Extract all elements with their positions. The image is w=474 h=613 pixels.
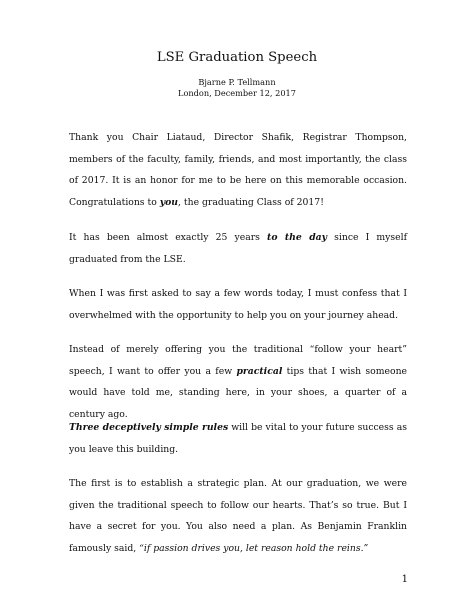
paragraph-anniversary: [69, 227, 407, 270]
emphasis-text: to the day: [267, 232, 328, 243]
emphasis-text: practical: [236, 365, 283, 377]
paragraph-text: Instead of merely offering you the traditional “follow your heart” speech, I want to offer you a few: [69, 344, 407, 377]
paragraph-text: The first is to establish a strategic plan. At our graduation, we were given the traditional speech to follow our hearts. That’s so true. But I have a secret for you. You also need a plan. As Benjamin Franklin famously said,: [69, 478, 407, 554]
paragraph-practical-tips: [69, 339, 407, 425]
page-number: 1: [401, 574, 408, 585]
paragraph-three-rules: [69, 417, 407, 460]
emphasis-text: you: [159, 196, 179, 208]
speech-title: LSE Graduation Speech: [156, 50, 318, 65]
author-name: Bjarne P. Tellmann: [198, 77, 276, 87]
paragraph-text: will be vital to your future success as you leave this building.: [69, 422, 407, 455]
place-and-date: London, December 12, 2017: [178, 88, 296, 98]
paragraph-opening: [69, 127, 407, 213]
paragraph-confession: [69, 283, 407, 326]
emphasis-text: Three deceptively simple rules: [69, 422, 229, 433]
paragraph-text: It has been almost exactly 25 years: [69, 232, 268, 243]
paragraph-strategic-plan: [69, 473, 407, 559]
paragraph-text: When I was first asked to say a few words today, I must confess that I overwhelmed with the opportunity to help you on your journey ahead.: [69, 288, 407, 321]
paragraph-text: , the graduating Class of 2017!: [178, 196, 324, 208]
paragraph-text: Thank you Chair Liataud, Director Shafik, Registrar Thompson, members of the faculty, family, friends, and most importantly, the class of 2017. It is an honor for me to be here on this memorable occasion. Congratulations to: [69, 132, 407, 208]
quotation-text: “if passion drives you, let reason hold the reins.”: [139, 542, 369, 554]
paragraph-text: since I myself graduated from the LSE.: [69, 232, 407, 265]
paragraph-text: tips that I wish someone would have told me, standing here, in your shoes, a quarter of a century ago.: [69, 365, 407, 420]
